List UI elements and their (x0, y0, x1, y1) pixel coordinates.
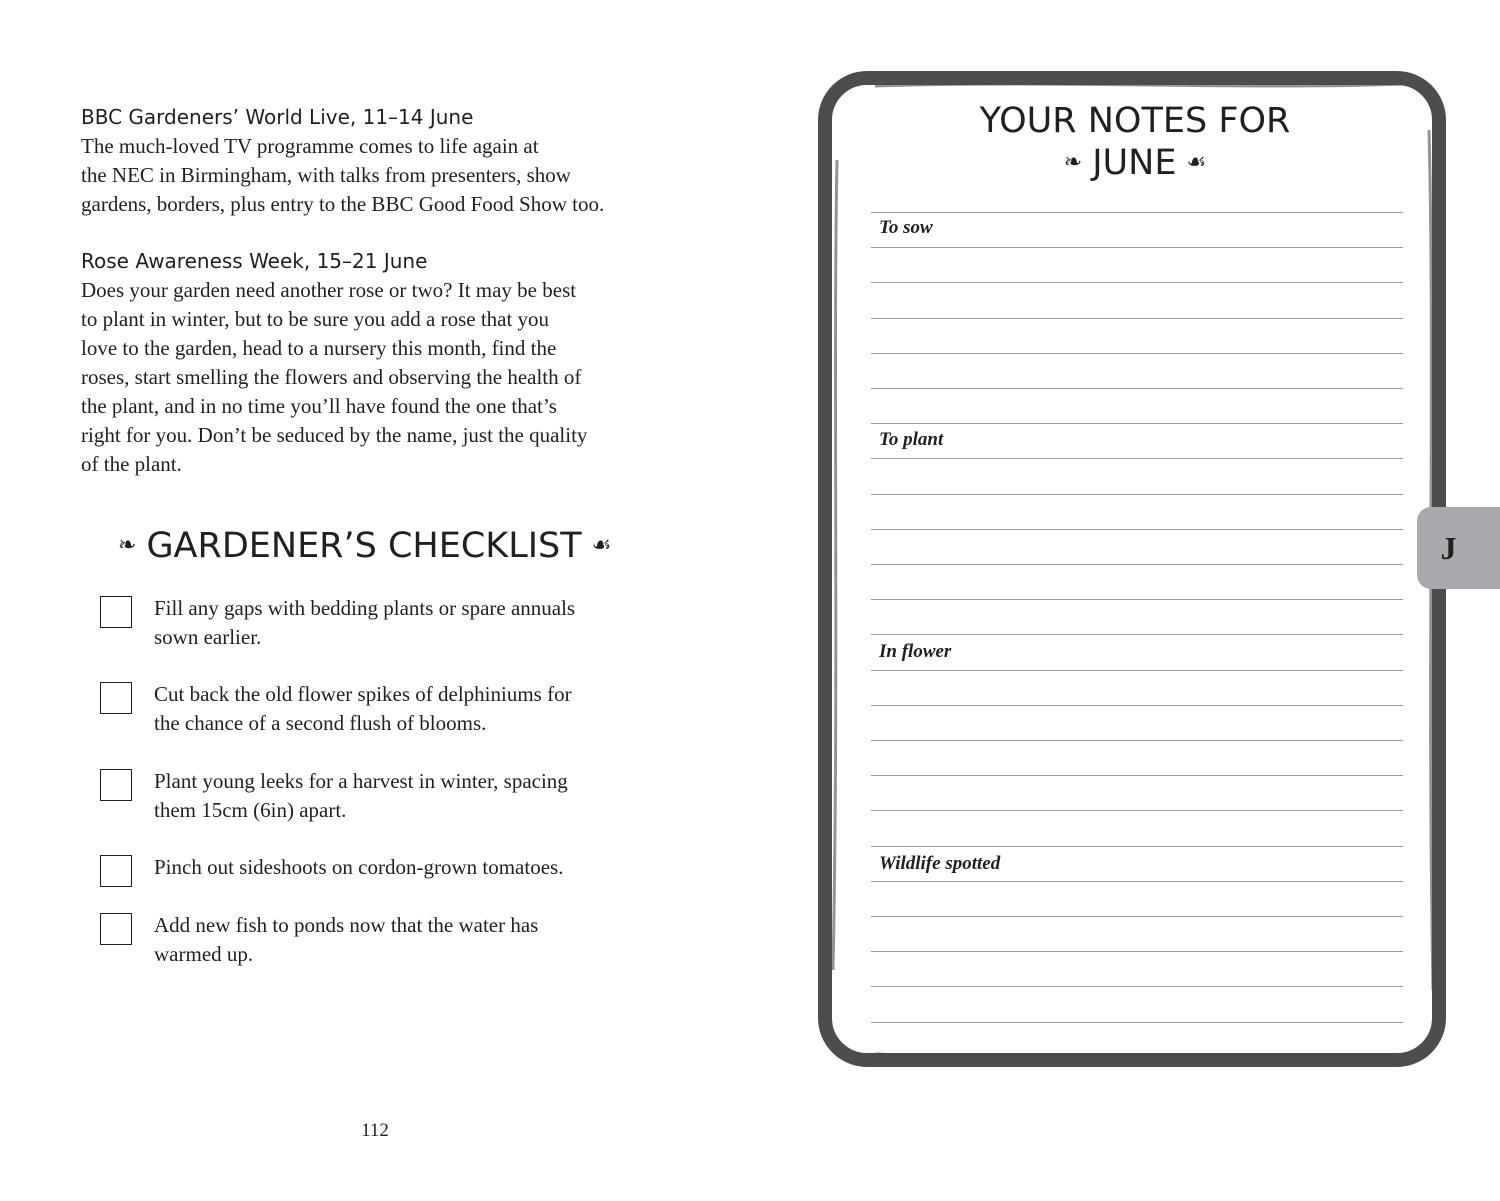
event-line: the NEC in Birmingham, with talks from presenters, show (81, 163, 571, 187)
event-line: Does your garden need another rose or two? It may be best (81, 278, 577, 302)
checklist-item-text (154, 911, 654, 969)
ruled-line (871, 318, 1403, 319)
event-title: BBC Gardeners’ World Live, 11–14 June (81, 105, 474, 129)
ruled-line (871, 705, 1403, 706)
checklist-line: them 15cm (6in) apart. (154, 798, 347, 822)
ruled-line (871, 810, 1403, 811)
ruled-line (871, 494, 1403, 495)
checklist-item-text (154, 853, 654, 882)
ruled-line (871, 1022, 1403, 1023)
page-number: 112 (361, 1120, 389, 1141)
ruled-line (871, 775, 1403, 776)
checkbox[interactable] (100, 769, 132, 801)
checklist-line: Pinch out sideshoots on cordon-grown tomatoes. (154, 855, 564, 879)
checkbox[interactable] (100, 596, 132, 628)
checkbox[interactable] (100, 682, 132, 714)
swash-right-icon: ☙ (591, 533, 612, 558)
checklist-heading (118, 522, 618, 570)
checklist-item-text (154, 767, 654, 825)
swash-left-icon: ❧ (118, 533, 137, 558)
swash-left-icon: ❧ (1063, 150, 1083, 175)
ruled-line (871, 353, 1403, 354)
checklist-line: warmed up. (154, 942, 254, 966)
checklist-title: GARDENER’S CHECKLIST (146, 526, 582, 566)
ruled-line (871, 951, 1403, 952)
ruled-line (871, 740, 1403, 741)
ruled-line (871, 423, 1403, 424)
event-description (81, 276, 681, 479)
checklist-line: Cut back the old flower spikes of delphiniums for (154, 682, 572, 706)
event-line: the plant, and in no time you’ll have found the one that’s (81, 394, 557, 418)
ruled-line (871, 634, 1403, 635)
checklist-line: Fill any gaps with bedding plants or spare annuals (154, 596, 576, 620)
ruled-line (871, 564, 1403, 565)
ruled-line (871, 670, 1403, 671)
ruled-line (871, 846, 1403, 847)
tab-letter: J (1440, 529, 1457, 566)
event-description (81, 132, 681, 219)
event-gardeners-world (81, 103, 681, 219)
ruled-line (871, 916, 1403, 917)
event-line: right for you. Don’t be seduced by the name, just the quality (81, 423, 588, 447)
event-rose-awareness-week (81, 247, 681, 479)
event-line: of the plant. (81, 452, 182, 476)
event-line: love to the garden, head to a nursery this month, find the (81, 336, 557, 360)
notes-title-line2 (900, 142, 1370, 184)
ruled-line (871, 458, 1403, 459)
notes-title (900, 100, 1370, 184)
ruled-line (871, 282, 1403, 283)
ruled-line (871, 986, 1403, 987)
section-label-in-flower: In flower (879, 641, 952, 662)
ruled-line (871, 881, 1403, 882)
section-label-to-plant: To plant (879, 429, 944, 450)
month-tab[interactable] (1417, 507, 1500, 589)
event-title: Rose Awareness Week, 15–21 June (81, 249, 428, 273)
checkbox[interactable] (100, 913, 132, 945)
checklist-item-text (154, 594, 654, 652)
checklist-line: Add new fish to ponds now that the water has (154, 913, 539, 937)
section-label-to-sow: To sow (879, 217, 933, 238)
event-line: gardens, borders, plus entry to the BBC Good Food Show too. (81, 192, 605, 216)
ruled-line (871, 529, 1403, 530)
ruled-line (871, 388, 1403, 389)
checkbox[interactable] (100, 855, 132, 887)
checklist-line: Plant young leeks for a harvest in winter, spacing (154, 769, 568, 793)
section-label-wildlife-spotted: Wildlife spotted (879, 853, 1001, 874)
swash-right-icon: ☙ (1186, 150, 1207, 175)
event-line: roses, start smelling the flowers and observing the health of (81, 365, 582, 389)
checklist-line: the chance of a second flush of blooms. (154, 711, 487, 735)
ruled-line (871, 247, 1403, 248)
ruled-line (871, 599, 1403, 600)
checklist-line: sown earlier. (154, 625, 262, 649)
checklist-item-text (154, 680, 654, 738)
event-line: to plant in winter, but to be sure you add a rose that you (81, 307, 550, 331)
ruled-line (871, 212, 1403, 213)
notes-month: JUNE (1092, 143, 1177, 183)
notes-title-line1: YOUR NOTES FOR (979, 101, 1291, 141)
event-line: The much-loved TV programme comes to life again at (81, 134, 539, 158)
